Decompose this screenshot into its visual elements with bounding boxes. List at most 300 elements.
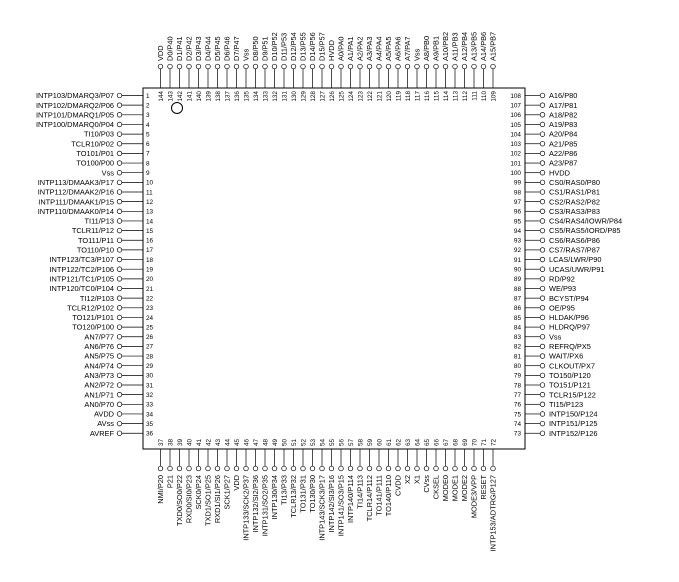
pin-label: A21/P85: [549, 139, 578, 149]
pin-label: TCLR14/P112: [365, 475, 375, 522]
pin-terminal: [540, 93, 545, 98]
pin-terminal: [462, 64, 467, 69]
pin-label: D10/P52: [270, 32, 280, 61]
pin-number: 66: [433, 438, 441, 446]
pin-label: OE/P95: [549, 303, 575, 313]
pin-number: 17: [146, 247, 154, 255]
pin-number: 34: [146, 411, 154, 419]
pin-number: 65: [423, 438, 431, 446]
pin-number: 115: [433, 91, 441, 102]
pin-103: [510, 139, 577, 148]
pin-terminal: [472, 466, 477, 471]
pin-label: A5/PA5: [384, 36, 394, 61]
pin-terminal: [263, 64, 268, 69]
pin-terminal: [540, 344, 545, 349]
pin-135: [242, 48, 251, 101]
pin-number: 75: [513, 411, 521, 419]
pin-number: 80: [513, 363, 521, 370]
pin-terminal: [117, 363, 122, 368]
pin-120: [384, 36, 393, 101]
pin-label: TO121/P101: [72, 313, 114, 323]
pin-label: X1: [412, 475, 422, 485]
pin-label: RXD1/SI1/P26: [213, 475, 223, 524]
pin-terminal: [117, 354, 122, 359]
pin-label: INTP102/DMARQ2/P06: [35, 100, 114, 110]
pin-terminal: [405, 466, 410, 471]
pin-124: [346, 36, 355, 101]
pin-number: 68: [452, 438, 460, 446]
pin-number: 35: [146, 420, 154, 428]
pin-21: [50, 284, 154, 293]
pin-117: [413, 48, 422, 101]
pin-terminal: [540, 209, 545, 214]
pin-terminal: [405, 64, 410, 69]
pin-label: HLDRQ/P97: [549, 322, 591, 332]
pin-label: CS3/RAS3/P83: [549, 206, 600, 216]
pin-label: D14/P56: [308, 32, 318, 61]
pin-number: 118: [404, 91, 412, 102]
pin-number: 53: [309, 438, 317, 446]
pin-45: [232, 438, 241, 490]
pin-label: TO151/P121: [549, 380, 591, 390]
pin-number: 28: [146, 353, 154, 361]
pin-terminal: [424, 64, 429, 69]
pin-label: INTP151/P125: [549, 419, 598, 429]
pin-terminal: [117, 248, 122, 253]
pin-terminal: [215, 466, 220, 471]
pin-terminal: [377, 64, 382, 69]
pin-number: 131: [281, 91, 289, 102]
pin-number: 96: [513, 208, 521, 216]
pin-number: 9: [146, 170, 150, 177]
pin-terminal: [117, 373, 122, 378]
pin-terminal: [540, 277, 545, 282]
pin-terminal: [301, 64, 306, 69]
pin-label: Vss: [101, 168, 114, 178]
pin-label: A0/PA0: [336, 36, 346, 61]
pin-label: CVDD: [393, 475, 403, 496]
pin-label: MODE1: [450, 475, 460, 502]
pin-number: 122: [366, 91, 374, 102]
pin-terminal: [117, 228, 122, 233]
pin-terminal: [117, 412, 122, 417]
pin-number: 21: [146, 285, 154, 293]
pin-label: INTP140/P114: [346, 475, 356, 523]
pin-label: X2: [403, 475, 413, 485]
pin-number: 38: [167, 438, 175, 446]
pin-label: WE/P93: [549, 284, 577, 294]
pin-terminal: [117, 344, 122, 349]
pin-terminal: [540, 412, 545, 417]
pin-number: 13: [146, 208, 154, 216]
pin-label: INTP132/SI2/P36: [251, 475, 261, 533]
pin-number: 2: [146, 102, 150, 110]
pin-number: 73: [513, 430, 521, 438]
pin-number: 138: [214, 91, 222, 102]
pin-terminal: [540, 354, 545, 359]
pin-label: D6/P46: [222, 36, 232, 61]
pin-number: 8: [146, 160, 150, 168]
pin-terminal: [117, 190, 122, 195]
pin-terminal: [540, 180, 545, 185]
pin-number: 92: [513, 247, 521, 255]
pin-label: RD/P92: [549, 274, 575, 284]
pin-label: CS7/RAS7/P87: [549, 245, 600, 255]
pin-label: HVDD: [549, 168, 570, 178]
pin-40: [185, 438, 194, 523]
pin-label: TO101/P01: [76, 149, 114, 158]
pin-label: A10/PB2: [441, 31, 451, 61]
pin-terminal: [443, 466, 448, 471]
pin-number: 107: [510, 102, 521, 110]
pin-number: 55: [328, 438, 336, 446]
pin-label: A8/PB0: [422, 35, 432, 61]
pin-46: [242, 438, 251, 540]
pin-terminal: [291, 64, 296, 69]
pin-terminal: [491, 64, 496, 69]
pin-terminal: [481, 466, 486, 471]
pin-48: [261, 438, 270, 536]
pin-number: 64: [414, 438, 422, 446]
pin-label: HVDD: [327, 40, 337, 61]
pin-terminal: [117, 170, 122, 175]
pin-number: 1: [146, 92, 150, 100]
pin-terminal: [540, 199, 545, 204]
pin-terminal: [253, 466, 258, 471]
pin-label: D3/P43: [194, 36, 204, 61]
pin-label: A23/P87: [549, 158, 578, 168]
pin-label: D8/P50: [251, 36, 261, 61]
pin-119: [394, 36, 403, 101]
pin-terminal: [540, 113, 545, 118]
pin-137: [223, 36, 232, 101]
pin-terminal: [540, 325, 545, 330]
pin-terminal: [367, 64, 372, 69]
pin-terminal: [540, 373, 545, 378]
pin-94: [514, 226, 621, 235]
pin-terminal: [540, 296, 545, 301]
pin-label: D4/P44: [203, 36, 213, 61]
pin-number: 102: [510, 150, 521, 158]
pin-label: CS1/RAS1/P81: [549, 187, 600, 197]
pin-terminal: [177, 64, 182, 69]
pin-terminal: [540, 122, 545, 127]
pin-terminal: [540, 392, 545, 397]
pin-label: Vss: [241, 48, 251, 61]
pin-number: 58: [357, 438, 365, 446]
pin-label: D5/P45: [213, 36, 223, 61]
pin-terminal: [540, 257, 545, 262]
pin-label: A13/PB5: [469, 31, 479, 61]
pin-number: 31: [146, 382, 154, 390]
pin-label: D15/P57: [317, 32, 327, 61]
pin-label: UCAS/UWR/P91: [549, 264, 605, 274]
pin-terminal: [117, 334, 122, 339]
pin-number: 141: [186, 91, 194, 102]
pin-label: TO110/P10: [76, 245, 114, 255]
pin-number: 101: [510, 160, 521, 168]
pin-label: TO140/P110: [384, 475, 394, 517]
pin-terminal: [329, 64, 334, 69]
pin-number: 27: [146, 343, 154, 351]
pin-label: D12/P54: [289, 32, 299, 61]
pin-label: INTP141/SO3/P15: [336, 475, 346, 537]
pin-label: TXD1/SO1/P25: [203, 475, 213, 526]
pin-label: D7/P47: [232, 36, 242, 61]
pin-59: [365, 438, 374, 521]
pin-terminal: [540, 151, 545, 156]
pin-number: 37: [157, 438, 165, 446]
pin-number: 6: [146, 141, 150, 149]
pin-18: [50, 255, 154, 264]
pin-number: 139: [205, 91, 213, 102]
pin-number: 134: [252, 91, 260, 102]
pin-terminal: [206, 466, 211, 471]
pin-terminal: [117, 132, 122, 137]
pin-number: 23: [146, 305, 154, 313]
pin-label: INTP123/TC3/P107: [49, 255, 114, 265]
pin-7: [76, 149, 150, 158]
pin-label: INTP142/SI3/P16: [327, 475, 337, 533]
pin-terminal: [540, 421, 545, 426]
pin-96: [514, 207, 600, 216]
pin-terminal: [540, 219, 545, 224]
pin-number: 81: [513, 353, 521, 361]
pin-93: [514, 236, 600, 245]
pin-terminal: [540, 103, 545, 108]
pin-label: CS5/RAS5/IORD/P85: [549, 226, 621, 236]
pin-number: 88: [513, 285, 521, 293]
pin-144: [156, 45, 165, 101]
pin-number: 32: [146, 391, 154, 399]
pin-terminal: [234, 466, 239, 471]
pin-terminal: [117, 257, 122, 262]
pin-56: [337, 438, 346, 536]
pin-129: [299, 32, 308, 101]
pin-141: [185, 36, 194, 101]
pin-number: 7: [146, 150, 150, 158]
pin-57: [346, 438, 355, 522]
pin-terminal: [424, 466, 429, 471]
pin-label: CS0/RAS0/P80: [549, 177, 600, 187]
pin-8: [76, 159, 150, 168]
pin-terminal: [117, 151, 122, 156]
pin-number: 117: [414, 91, 422, 102]
pin-label: INTP153/ADTRG/P127: [488, 474, 498, 552]
pin-number: 67: [442, 438, 450, 446]
pin-number: 123: [357, 91, 365, 102]
pin-136: [232, 36, 241, 101]
pin-number: 26: [146, 334, 154, 342]
pin-terminal: [348, 64, 353, 69]
pin-terminal: [187, 64, 192, 69]
pin-terminal: [117, 180, 122, 185]
pin-number: 84: [513, 324, 521, 332]
pin-6: [71, 139, 150, 148]
left-pin-group: [36, 91, 154, 438]
pin-label: Vss: [549, 332, 562, 342]
pin-label: TCLR10/P02: [71, 139, 114, 149]
pin-number: 52: [300, 438, 308, 446]
pin-terminal: [117, 286, 122, 291]
pin-terminal: [472, 64, 477, 69]
pin-terminal: [339, 466, 344, 471]
pin-38: [166, 438, 175, 488]
pin-terminal: [117, 277, 122, 282]
pin-label: AN7/P77: [84, 332, 114, 342]
pin-label: TI12/P103: [79, 293, 114, 303]
pin-terminal: [158, 64, 163, 69]
pin-65: [422, 438, 431, 492]
pin-terminal: [434, 466, 439, 471]
pin-label: INTP152/P126: [549, 428, 598, 438]
pin-terminal: [434, 64, 439, 69]
pin-number: 135: [243, 90, 251, 102]
pin-label: INTP130/P34: [270, 475, 280, 520]
pin-label: INTP100/DMARQ0/P04: [35, 120, 114, 130]
pin-terminal: [244, 64, 249, 69]
pin-terminal: [117, 219, 122, 224]
pin-17: [77, 246, 154, 255]
pin-4: [36, 120, 150, 129]
pin-72: [489, 438, 498, 551]
pin-number: 110: [480, 91, 488, 102]
pin-13: [38, 207, 154, 216]
pin-25: [72, 323, 153, 332]
pin-number: 10: [146, 179, 154, 187]
pin-terminal: [187, 466, 192, 471]
pin-label: MODE2: [460, 475, 470, 502]
pin-74: [514, 419, 598, 428]
pin-54: [318, 438, 327, 540]
pin-number: 12: [146, 198, 154, 206]
chip-body: [143, 88, 525, 449]
pin-label: TO130/P30: [308, 475, 318, 513]
pin-number: 124: [347, 91, 355, 102]
pin-terminal: [540, 383, 545, 388]
pin-115: [432, 36, 441, 101]
pin-label: INTP143/SCK3/P17: [317, 475, 327, 541]
pin-terminal: [540, 132, 545, 137]
pin-number: 15: [146, 227, 154, 235]
pin-label: D0/P40: [165, 36, 175, 61]
pin-number: 25: [146, 324, 154, 332]
pin-terminal: [117, 315, 122, 320]
pin-terminal: [540, 334, 545, 339]
pin-label: A14/PB6: [479, 31, 489, 61]
pin-number: 142: [176, 91, 184, 102]
pin-label: D2/P42: [184, 36, 194, 61]
pin-label: A17/P81: [549, 100, 578, 110]
pin-73: [514, 429, 598, 438]
pin-number: 94: [513, 227, 521, 235]
pin-label: CS6/RAS6/P86: [549, 235, 600, 245]
pin-label: LCAS/LWR/P90: [549, 255, 602, 265]
pin-label: CS2/RAS2/P82: [549, 197, 600, 207]
pin-number: 137: [224, 91, 232, 102]
pin-97: [514, 197, 600, 206]
pin-123: [356, 36, 365, 101]
pin-label: TXD0/SO0/P22: [175, 475, 185, 526]
pin-label: AN6/P76: [84, 342, 114, 351]
pin-terminal: [117, 161, 122, 166]
pin-number: 48: [262, 438, 270, 446]
pin-terminal: [117, 296, 122, 301]
pin-label: RXD0/SI0/P23: [184, 475, 194, 524]
pin-90: [514, 265, 605, 274]
pin-3: [36, 110, 150, 119]
pin-number: 20: [146, 276, 154, 284]
pin-132: [270, 32, 279, 101]
pin-91: [514, 255, 602, 264]
pin-142: [175, 36, 184, 101]
pin-label: TI13/P33: [279, 475, 289, 505]
pin-terminal: [540, 286, 545, 291]
pin-terminal: [453, 64, 458, 69]
pin-number: 95: [513, 218, 521, 226]
pin-number: 106: [510, 112, 521, 120]
pin-label: D11/P53: [279, 32, 289, 61]
pin-92: [514, 246, 600, 255]
pin-number: 29: [146, 363, 154, 370]
pin-terminal: [329, 466, 334, 471]
pin-number: 60: [376, 438, 384, 446]
pin-label: A1/PA1: [346, 36, 356, 61]
pin-35: [97, 419, 153, 428]
pin-number: 57: [347, 438, 355, 446]
pin-label: A18/P82: [549, 110, 578, 120]
pin-label: D1/P41: [175, 36, 185, 61]
pin-label: CKSEL: [431, 475, 441, 500]
pin-label: A3/PA3: [365, 36, 375, 61]
pin-label: TO150/P120: [549, 370, 591, 380]
pin-number: 99: [513, 179, 521, 187]
pin-terminal: [282, 64, 287, 69]
pin-number: 42: [205, 438, 213, 446]
pin-43: [213, 438, 222, 523]
pin-number: 86: [513, 305, 521, 313]
pin-terminal: [540, 238, 545, 243]
pin-terminal: [206, 64, 211, 69]
pin-number: 3: [146, 112, 150, 120]
pin-terminal: [310, 466, 315, 471]
pin-terminal: [117, 267, 122, 272]
pin-label: A12/PB4: [460, 31, 470, 61]
pin-number: 140: [195, 91, 203, 102]
pin-label: AN4/P74: [84, 361, 114, 371]
pin-106: [510, 110, 577, 119]
pin-47: [251, 438, 260, 532]
pin-39: [175, 438, 184, 525]
pin-61: [384, 438, 393, 516]
pin-terminal: [540, 141, 545, 146]
pin-label: TI14/P113: [355, 475, 365, 509]
pin-number: 89: [513, 276, 521, 284]
pin-terminal: [117, 238, 122, 243]
pin-terminal: [117, 199, 122, 204]
pin-terminal: [358, 466, 363, 471]
pin-label: A16/P80: [549, 91, 578, 101]
pin-109: [489, 32, 498, 102]
pin-terminal: [117, 402, 122, 407]
pin-terminal: [320, 64, 325, 69]
pin-terminal: [117, 306, 122, 311]
pin-terminal: [540, 248, 545, 253]
pin-number: 33: [146, 401, 154, 409]
pin-terminal: [272, 466, 277, 471]
pin-label: TO141/P111: [374, 475, 384, 516]
pin-label: A7/PA7: [403, 36, 413, 61]
